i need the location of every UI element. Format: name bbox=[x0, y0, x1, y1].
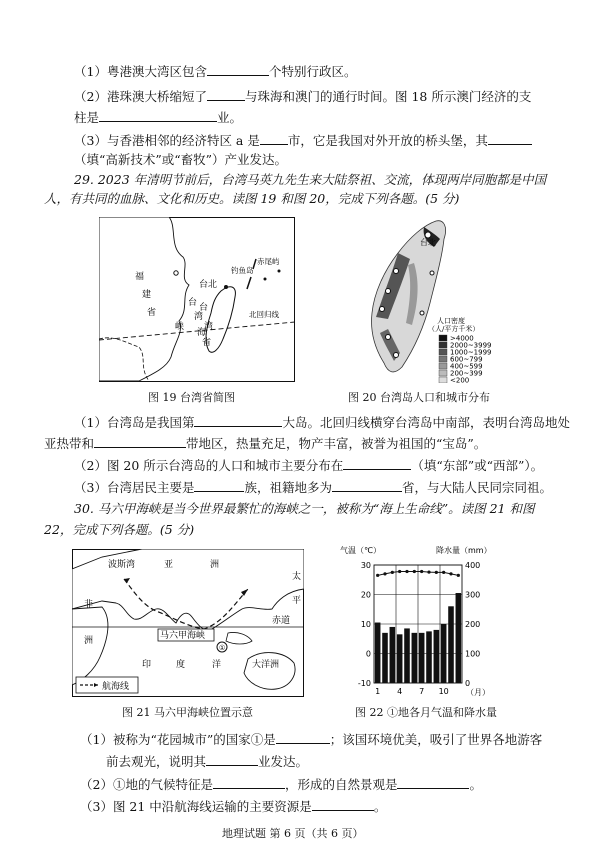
q28-text: 业。 bbox=[217, 110, 243, 125]
precip-bar bbox=[375, 623, 381, 683]
answer-blank[interactable] bbox=[276, 730, 330, 744]
right-tick-label: 100 bbox=[465, 649, 481, 659]
q29-line-4 bbox=[74, 478, 552, 496]
left-tick-label: 30 bbox=[360, 561, 371, 570]
temperature-point bbox=[405, 570, 408, 573]
temperature-point bbox=[435, 571, 438, 574]
answer-blank[interactable] bbox=[213, 775, 285, 789]
temperature-point bbox=[442, 571, 445, 574]
legend-label: 1000~1999 bbox=[450, 348, 492, 357]
q29-text: 族，祖籍地多为 bbox=[244, 480, 332, 495]
precip-bar bbox=[390, 627, 396, 683]
figure-21-malacca-map bbox=[72, 549, 304, 697]
q28-text: 个特别行政区。 bbox=[268, 64, 357, 79]
label-zhou2: 洲 bbox=[84, 636, 94, 646]
figure-20-caption: 图 20 台湾岛人口和城市分布 bbox=[348, 391, 490, 404]
label-fu: 福 bbox=[135, 272, 145, 282]
population-legend bbox=[439, 335, 492, 384]
q29-text: （3）台湾居民主要是 bbox=[74, 480, 195, 495]
temperature-point bbox=[391, 571, 394, 574]
label-wan: 湾 bbox=[194, 312, 204, 322]
left-tick-label: 0 bbox=[365, 649, 371, 659]
temperature-point bbox=[413, 570, 416, 573]
legend-label: 200~399 bbox=[450, 369, 483, 378]
left-axis-title: 气温（℃） bbox=[340, 546, 381, 555]
q29-line-3 bbox=[74, 456, 543, 474]
city-dot bbox=[386, 289, 391, 294]
q29-text: 带地区，热量充足，物产丰富，被誉为祖国的“宝岛”。 bbox=[186, 436, 487, 451]
label-bosi: 波斯湾 bbox=[108, 560, 136, 570]
label-chiwei: 赤尾屿 bbox=[257, 257, 280, 266]
q30-text: （3）图 21 中沿航海线运输的主要资源是 bbox=[80, 799, 312, 814]
legend-swatch bbox=[439, 377, 447, 383]
city-dot bbox=[394, 353, 399, 358]
q29-text: （填“东部”或“西部”）。 bbox=[411, 458, 544, 473]
q28-line-2 bbox=[74, 87, 531, 105]
legend-swatch bbox=[439, 349, 447, 355]
precip-bar bbox=[448, 606, 454, 683]
q30-text: （2）①地的气候特征是 bbox=[80, 777, 213, 792]
legend-unit: （人/平方千米） bbox=[428, 325, 480, 333]
q28-text: 与珠海和澳门的通行时间。图 18 所示澳门经济的支 bbox=[244, 89, 532, 104]
temperature-point bbox=[398, 570, 401, 573]
label-chidao: 赤道 bbox=[272, 616, 291, 626]
q28-line-1 bbox=[74, 62, 356, 80]
answer-blank[interactable] bbox=[343, 456, 411, 470]
answer-blank[interactable] bbox=[194, 413, 282, 427]
label-ya: 亚 bbox=[164, 560, 174, 570]
figure-19-taiwan-map bbox=[99, 217, 295, 382]
q30-text: 。 bbox=[373, 799, 387, 814]
legend-label: >4000 bbox=[450, 334, 474, 343]
answer-blank[interactable] bbox=[312, 797, 374, 811]
q30-text: 。 bbox=[469, 777, 482, 792]
legend-swatch bbox=[439, 335, 447, 341]
q30-intro-2: 22，完成下列各题。(5 分) bbox=[44, 522, 195, 537]
answer-blank[interactable] bbox=[207, 87, 245, 101]
precip-bar bbox=[382, 633, 388, 683]
city-dot bbox=[394, 269, 399, 274]
q29-line-1 bbox=[74, 413, 570, 431]
temperature-point bbox=[449, 572, 452, 575]
label-xia: 海 bbox=[197, 328, 207, 338]
temperature-point bbox=[383, 572, 386, 575]
legend-label: 2000~3999 bbox=[450, 341, 492, 350]
label-tai: 太 bbox=[292, 572, 302, 582]
taibei-dot bbox=[224, 285, 228, 289]
label-zhou: 洲 bbox=[210, 560, 220, 570]
q30-text: 业发达。 bbox=[258, 754, 309, 769]
answer-blank[interactable] bbox=[332, 478, 402, 492]
q30-line-2 bbox=[106, 752, 308, 770]
label-xia2: 峡 bbox=[175, 322, 185, 332]
right-axis-title: 降水量（mm） bbox=[436, 546, 492, 555]
answer-blank[interactable] bbox=[260, 131, 288, 145]
city-dot bbox=[430, 271, 434, 275]
precip-bar bbox=[426, 631, 432, 683]
q28-text: 市，它是我国对外开放的桥头堡，其 bbox=[287, 133, 488, 148]
legend-label: <200 bbox=[450, 376, 470, 383]
q29-intro-2: 人，有共同的血脉、文化和历史。读图 19 和图 20，完成下列各题。(5 分) bbox=[44, 191, 460, 206]
x-tick-label: 10 bbox=[438, 687, 449, 696]
q30-text: ，形成的自然景观是 bbox=[284, 777, 398, 792]
label-yang: 洋 bbox=[212, 660, 222, 670]
q29-line-2 bbox=[44, 434, 486, 452]
answer-blank[interactable] bbox=[488, 131, 532, 145]
label-tai: 台 bbox=[188, 298, 198, 308]
q28-line-4 bbox=[74, 131, 532, 149]
right-tick-label: 200 bbox=[465, 620, 481, 629]
left-tick-label: 10 bbox=[360, 620, 371, 629]
x-tick-label: 7 bbox=[419, 687, 425, 696]
q30-line-3 bbox=[80, 775, 482, 793]
precip-bar bbox=[456, 593, 462, 683]
legend-label: 600~799 bbox=[450, 355, 483, 364]
q28-line-3 bbox=[74, 108, 242, 126]
city-dot bbox=[174, 271, 178, 275]
q30-text: 前去观光，说明其 bbox=[106, 754, 207, 769]
temperature-point bbox=[420, 570, 423, 573]
q29-intro-1: 29. 2023 年清明节前后，台湾马英九先生来大陆祭祖、交流，体现两岸同胞都是中国 bbox=[74, 172, 547, 187]
answer-blank[interactable] bbox=[194, 478, 244, 492]
precip-bar bbox=[412, 633, 418, 683]
legend-swatch bbox=[439, 356, 447, 362]
label-ping: 平 bbox=[292, 596, 302, 606]
figure-21-caption: 图 21 马六甲海峡位置示意 bbox=[122, 706, 253, 719]
left-tick-label: -10 bbox=[357, 679, 371, 688]
q30-text: （1）被称为“花园城市”的国家①是 bbox=[80, 732, 276, 747]
right-tick-label: 300 bbox=[465, 590, 481, 600]
temperature-point bbox=[457, 574, 460, 577]
city-dot bbox=[420, 311, 424, 315]
answer-blank[interactable] bbox=[207, 62, 269, 76]
q28-text: 柱是 bbox=[74, 110, 100, 125]
q28-text: （3）与香港相邻的经济特区 a 是 bbox=[74, 133, 260, 148]
page-footer: 地理试题 第 6 页（共 6 页） bbox=[222, 827, 364, 840]
answer-blank[interactable] bbox=[99, 108, 217, 122]
label-taibei: 台北 bbox=[420, 238, 436, 247]
label-wan2: 湾 bbox=[204, 322, 214, 332]
q28-text: （2）港珠澳大桥缩短了 bbox=[74, 89, 207, 104]
left-tick-label: 20 bbox=[360, 590, 371, 600]
label-jian: 建 bbox=[142, 290, 152, 300]
label-tai2: 台 bbox=[199, 303, 209, 313]
label-legend: 航海线 bbox=[102, 682, 130, 692]
q29-text: 亚热带和 bbox=[44, 436, 95, 451]
island-dot bbox=[278, 270, 281, 273]
label-circle1: ① bbox=[219, 644, 226, 652]
precip-bar bbox=[441, 624, 447, 683]
q30-intro-1: 30. 马六甲海峡是当今世界最繁忙的海峡之一，被称为“海上生命线”。读图 21 和图 bbox=[74, 501, 535, 516]
precip-bar bbox=[397, 634, 403, 683]
q30-line-1 bbox=[80, 730, 542, 748]
city-dot bbox=[386, 335, 391, 340]
q29-text: （1）台湾岛是我国第 bbox=[74, 415, 195, 430]
legend-swatch bbox=[439, 363, 447, 369]
city-dot bbox=[380, 307, 385, 312]
q29-text: 省，与大陆人民同宗同祖。 bbox=[401, 480, 552, 495]
figure-22-caption: 图 22 ①地各月气温和降水量 bbox=[355, 706, 497, 719]
x-tick-label: 4 bbox=[397, 687, 403, 696]
x-tick-label: 1 bbox=[375, 687, 381, 696]
right-tick-label: 400 bbox=[465, 561, 481, 570]
q29-text: 大岛。北回归线横穿台湾岛中南部，表明台湾岛地处 bbox=[282, 415, 570, 430]
label-sheng: 省 bbox=[147, 308, 157, 318]
label-diaoyu: 钓鱼岛 bbox=[231, 266, 254, 275]
label-du: 度 bbox=[176, 660, 186, 670]
precip-bar bbox=[434, 630, 440, 683]
label-taibei: 台北 bbox=[199, 280, 218, 290]
legend-title: 人口密度 bbox=[437, 317, 465, 325]
q30-line-4 bbox=[80, 797, 386, 815]
legend-swatch bbox=[439, 370, 447, 376]
q28-line-5: （填“高新技术”或“畜牧”）产业发达。 bbox=[74, 152, 288, 167]
label-fei: 非 bbox=[84, 600, 94, 610]
temperature-point bbox=[376, 574, 379, 577]
q29-text: （2）图 20 所示台湾岛的人口和城市主要分布在 bbox=[74, 458, 344, 473]
label-tropic: 北回归线 bbox=[249, 310, 279, 319]
legend-swatch bbox=[439, 342, 447, 348]
q28-text: （1）粤港澳大湾区包含 bbox=[74, 64, 207, 79]
label-malacca: 马六甲海峡 bbox=[160, 631, 206, 641]
q30-text: ；该国环境优美，吸引了世界各地游客 bbox=[329, 732, 543, 747]
precip-bar bbox=[404, 628, 410, 683]
answer-blank[interactable] bbox=[397, 775, 469, 789]
answer-blank[interactable] bbox=[94, 434, 186, 448]
x-axis-unit: （月） bbox=[466, 688, 490, 697]
label-yin: 印 bbox=[142, 660, 152, 670]
precip-bar bbox=[419, 633, 425, 683]
island-dot bbox=[264, 278, 267, 281]
answer-blank[interactable] bbox=[206, 752, 258, 766]
right-tick-label: 0 bbox=[465, 679, 471, 688]
label-dayang: 大洋洲 bbox=[252, 660, 280, 670]
temperature-point bbox=[427, 570, 430, 573]
figure-22-climate-chart bbox=[338, 543, 498, 701]
label-sheng2: 省 bbox=[202, 338, 212, 348]
figure-19-caption: 图 19 台湾省简图 bbox=[148, 391, 235, 404]
chart-plot bbox=[358, 561, 480, 696]
figure-20-population-map bbox=[344, 213, 494, 383]
legend-label: 400~599 bbox=[450, 362, 483, 371]
